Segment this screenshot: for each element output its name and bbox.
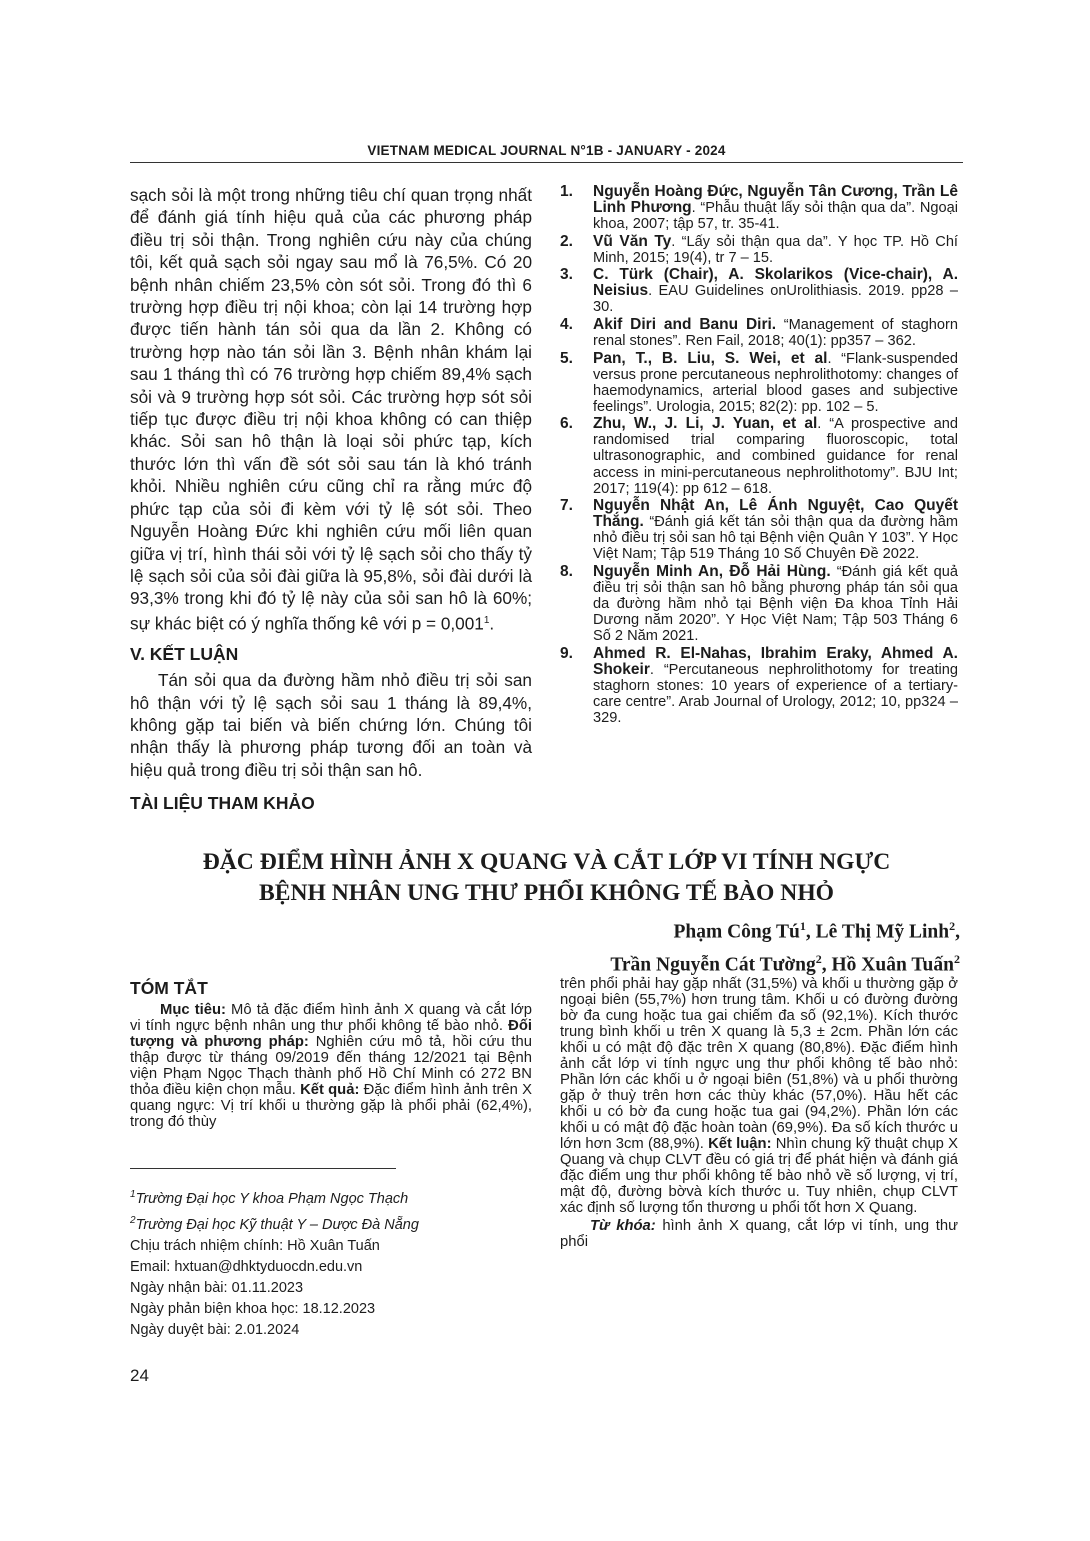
reference-item: 8. Nguyễn Minh An, Đỗ Hải Hùng. “Đánh giá kết quả điều trị sỏi thận san hô bằng phương pháp tán sỏi qua da đường hầm nhỏ tại Bệnh viện Đa khoa Tỉnh Hải Dương năm 2020”. Y Học Việt Nam; Tập 503 Tháng 6 Số 2 Năm 2021.: [560, 562, 959, 645]
reference-item: 2. Vũ Văn Ty. “Lấy sỏi thận qua da”. Y học TP. Hồ Chí Minh, 2015; 19(4), tr 7 – 15.: [560, 232, 958, 266]
references-column: [560, 184, 958, 728]
reference-list: [560, 184, 958, 726]
reference-item: 3. C. Türk (Chair), A. Skolarikos (Vice-chair), A. Neisius. EAU Guidelines onUrolithiasis. 2019. pp28 – 30.: [560, 266, 958, 316]
reference-item: 1. Nguyễn Hoàng Đức, Nguyễn Tân Cương, Trần Lê Linh Phương. “Phẫu thuật lấy sỏi thận qua da”. Ngoại khoa, 2007; tập 57, tr. 35-41.: [560, 183, 959, 233]
page-number: 24: [130, 1366, 149, 1385]
author-email: Email: hxtuan@dhktyduocdn.edu.vn: [130, 1258, 363, 1275]
authors-line2: Trần Nguyễn Cát Tường$^2$, Hồ Xuân Tuấn$^2$: [610, 951, 960, 975]
abstract-continued: trên phổi phải hay gặp nhất (31,5%) và khối u thường gặp ở ngoại biên (55,7%) hơn trung tâm. Khối u có đường đường bờ đa cung hoặc tua gai chiếm đa số (92,1%). Kích thước trung bình khối u trên X quang là 5,3 ± 2cm. Phần lớn các khối u có mật độ đặc trên X quang (80,8%). Đặc điểm hình ảnh cắt lớp vi tính ngực ung thư phổi không tế bào nhỏ: Phần lớn các khối u ở ngoại biên (51,8%) và u phổi thường gặp ở thuỳ trên hơn các thùy khác (57,0%). Hầu hết các khối u có bờ đa cung hoặc tua gai (94,2%). Phần lớn các khối u có mật độ đặc hoàn toàn (69,9%). Đa số kích thước u lớn hơn 3cm (88,9%). Kết luận: Nhìn chung kỹ thuật chụp X Quang và chụp CLVT đều có giá trị để phát hiện và đánh giá đặc điểm ung thư phổi không tế bào nhỏ về số lượng, vị trí, mật độ, đường bờvà kích thước u. Tuy nhiên, chụp CLVT xác định số lượng tổn thương u phổi tốt hơn X Quang.: [560, 976, 958, 1216]
abstract-right: [560, 976, 958, 1250]
keywords: Từ khóa: hình ảnh X quang, cắt lớp vi tính, ung thư phổi: [560, 1218, 958, 1250]
abstract-text: Mục tiêu: Mô tả đặc điểm hình ảnh X quang và cắt lớp vi tính ngực bệnh nhân ung thư phổi không tế bào nhỏ. Đối tượng và phương pháp: Nghiên cứu mô tả, hồi cứu thu thập được từ tháng 09/2019 đến tháng 12/2021 tại Bệnh viện Phạm Ngọc Thạch thành phố Hồ Chí Minh có 272 BN thỏa điều kiện chọn mẫu. Kết quả: Đặc điểm hình ảnh trên X quang ngực: Vị trí khối u thường gặp là phổi phải (62,4%), trong đó thùy: [130, 1002, 532, 1130]
section-heading-conclusion: V. KẾT LUẬN: [130, 643, 239, 664]
article-title-line2: BỆNH NHÂN UNG THƯ PHỔI KHÔNG TẾ BÀO NHỎ: [258, 880, 835, 906]
authors-line1: Phạm Công $Tú^1$, Lê Thị Mỹ Linh$^2$,: [673, 919, 960, 943]
article-title: [130, 847, 963, 909]
reference-item: 7. Nguyễn Nhật An, Lê Ánh Nguyệt, Cao Quyết Thắng. “Đánh giá kết tán sỏi thận qua da đường hầm nhỏ điều trị sỏi san hô tại Bệnh viện Quân Y 103”. Y Học Việt Nam; Tập 519 Tháng 10 Số Chuyên Đề 2022.: [560, 497, 958, 563]
article-title-line1: ĐẶC ĐIỂM HÌNH ẢNH X QUANG VÀ CẮT LỚP VI TÍNH NGỰC: [202, 849, 891, 875]
affiliation-2: $^2$Trường Đại học Kỹ thuật Y – Dược Đà Nẵng: [130, 1214, 419, 1233]
abstract-left: [130, 978, 532, 1130]
reference-item: 5. Pan, T., B. Liu, S. Wei, et al. “Flank-suspended versus prone percutaneous nephrolithotomy: changes of haemodynamics, arterial blood gases and subjective feelings”. Urologia, 2015; 82(2): pp. 102 – 5.: [560, 349, 958, 415]
responsible-author: Chịu trách nhiệm chính: Hồ Xuân Tuấn: [130, 1237, 380, 1254]
article-authors: [610, 913, 960, 978]
reference-item: 6. Zhu, W., J. Li, J. Yuan, et al. “A prospective and randomised trial comparing fluoroscopic, total ultrasonographic, and combined guidance for renal access in mini-percutaneous nephrolithotomy”. BJU Int; 2017; 119(4): pp 612 – 618.: [560, 415, 958, 497]
affiliation-1: $^1$Trường Đại học Y khoa Phạm Ngọc Thạch: [130, 1189, 409, 1207]
footnotes: [130, 1184, 419, 1341]
references-heading: TÀI LIỆU THAM KHẢO: [130, 793, 315, 814]
date-approved: Ngày duyệt bài: 2.01.2024: [130, 1321, 300, 1338]
header-rule: [130, 162, 963, 163]
reference-item: 4. Akif Diri and Banu Diri. “Management of staghorn renal stones”. Ren Fail, 2018; 40(1): pp357 – 362.: [560, 315, 958, 350]
discussion-paragraph: sạch sỏi là một trong những tiêu chí quan trọng nhất để đánh giá tính hiệu quả của các phương pháp điều trị sỏi thận. Trong nghiên cứu này của chúng tôi, kết quả sạch sỏi ngay sau mổ là 76,5%. Có 20 bệnh nhân chiếm 23,5% còn sót sỏi. Trong đó thì 6 trường hợp điều trị nội khoa; còn lại 14 trường hợp được tiến hành tán sỏi qua da lần 2. Không có trường hợp nào tán sỏi lần 3. Bệnh nhân khám lại sau 1 tháng thì có 76 trường hợp chiếm 89,4% sạch sỏi và 9 trường hợp sót sỏi. Các trường hợp sót sỏi tiếp tục được điều trị nội khoa không có can thiệp khác. Sỏi san hô thận là loại sỏi phức tạp, kích thước lớn thì vấn đề sót sỏi sau tán là khó tránh khỏi. Nhiều nghiên cứu cũng chỉ ra rằng mức độ phức tạp của sỏi đi kèm với tỷ lệ sót sỏi. Theo Nguyễn Hoàng Đức khi nghiên cứu mối liên quan giữa vị trí, hình thái sỏi với tỷ lệ sạch sỏi cho thấy tỷ lệ sạch sỏi của sỏi đài giữa là 95,8%, sỏi đài dưới là 93,3% trong khi đó tỷ lệ này của sỏi san hô là 60%; sự khác biệt có ý nghĩa thống kê với $p = 0,001^1$.: [130, 185, 532, 634]
reference-item: 9. Ahmed R. El-Nahas, Ibrahim Eraky, Ahmed A. Shokeir. “Percutaneous nephrolithotomy for treating staghorn stones: 10 years of experience of a tertiary-care centre”. Arab Journal of Urology, 2012; 10, pp324 – 329.: [560, 644, 958, 727]
conclusion-paragraph: Tán sỏi qua da đường hầm nhỏ điều trị sỏi san hô thận với tỷ lệ sạch sỏi sau 1 tháng là 89,4%, không gặp tai biến và biến chứng lớn. Chúng tôi nhận thấy là phương pháp tương đối an toàn và hiệu quả trong điều trị sỏi thận san hô.: [130, 670, 532, 780]
left-column: [130, 184, 532, 819]
journal-header: VIETNAM MEDICAL JOURNAL N°1B - JANUARY - 2024: [367, 143, 726, 158]
summary-heading: TÓM TẮT: [130, 978, 208, 998]
date-reviewed: Ngày phản biện khoa học: 18.12.2023: [130, 1300, 376, 1317]
footnote-rule: [130, 1168, 396, 1169]
date-received: Ngày nhận bài: 01.11.2023: [130, 1279, 304, 1296]
